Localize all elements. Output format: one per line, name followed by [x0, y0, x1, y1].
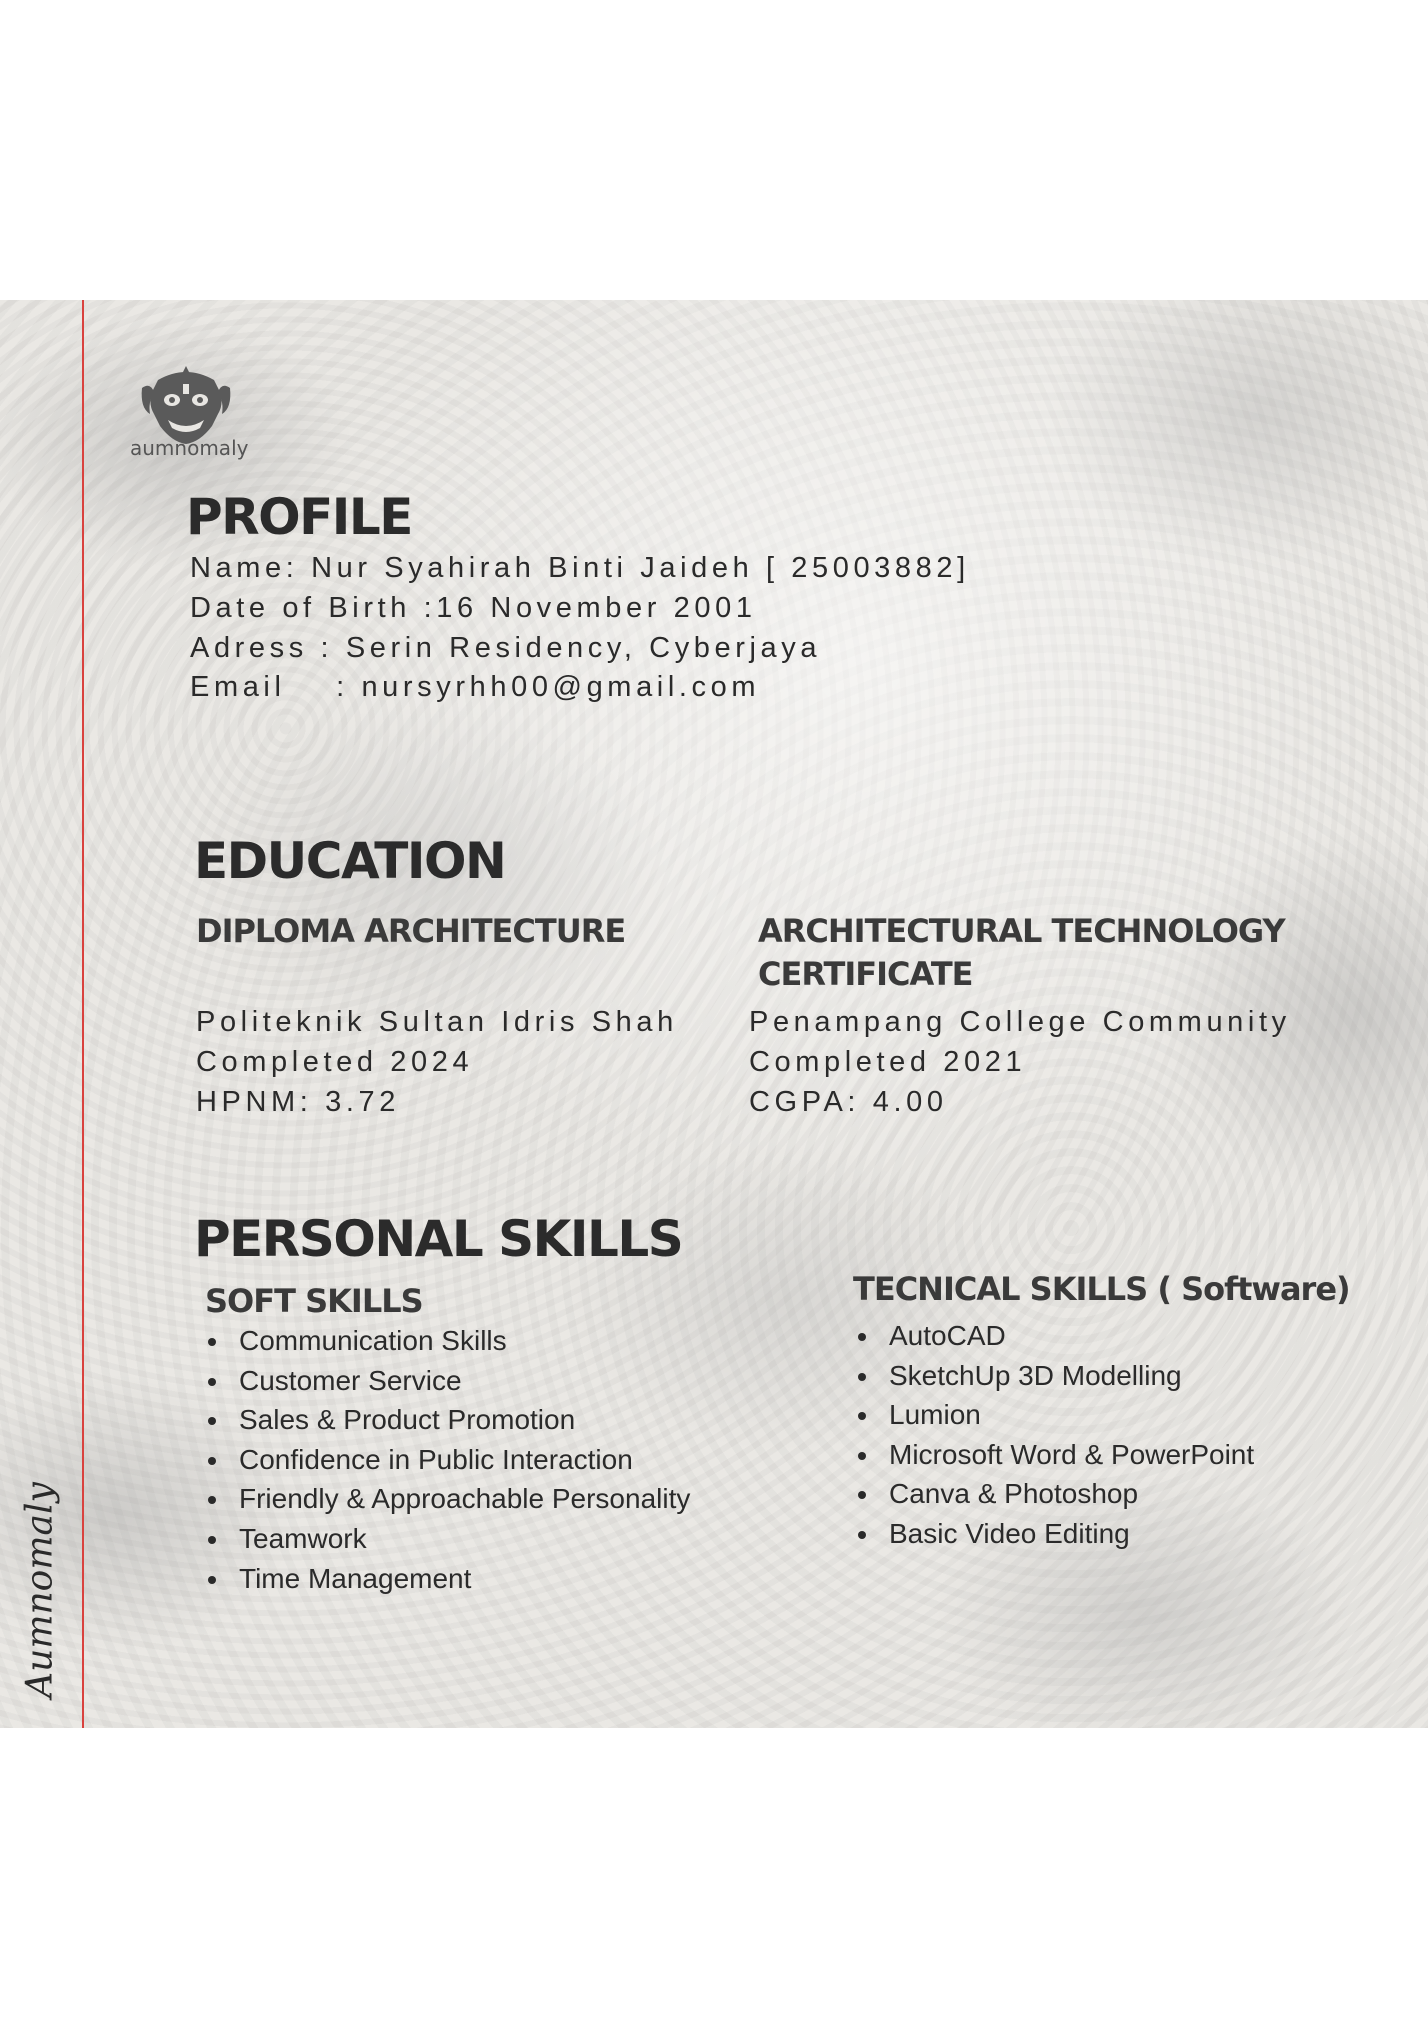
education-diploma-year: Completed 2024 — [196, 1046, 474, 1078]
education-certificate-heading-2: CERTIFICATE — [758, 955, 973, 993]
education-diploma-school: Politeknik Sultan Idris Shah — [196, 1006, 678, 1038]
profile-title: PROFILE — [186, 488, 412, 546]
margin-line — [82, 300, 84, 1728]
logo-wordmark: aumnomaly — [130, 436, 249, 460]
list-item: Sales & Product Promotion — [206, 1400, 690, 1440]
list-item: Microsoft Word & PowerPoint — [856, 1435, 1254, 1475]
list-item: Basic Video Editing — [856, 1514, 1254, 1554]
education-diploma-heading: DIPLOMA ARCHITECTURE — [196, 912, 626, 950]
list-item: Canva & Photoshop — [856, 1474, 1254, 1514]
skills-title: PERSONAL SKILLS — [194, 1210, 683, 1268]
soft-skills-heading: SOFT SKILLS — [205, 1282, 423, 1320]
profile-name: Name: Nur Syahirah Binti Jaideh [ 25003882] — [190, 552, 970, 584]
vertical-signature: Aumnomaly — [19, 1482, 61, 1698]
profile-dob: Date of Birth :16 November 2001 — [190, 592, 757, 624]
list-item: AutoCAD — [856, 1316, 1254, 1356]
list-item: Friendly & Approachable Personality — [206, 1479, 690, 1519]
education-title: EDUCATION — [194, 832, 506, 890]
list-item: Time Management — [206, 1559, 690, 1599]
list-item: Lumion — [856, 1395, 1254, 1435]
profile-address: Adress : Serin Residency, Cyberjaya — [190, 632, 822, 664]
education-certificate-school: Penampang College Community — [749, 1006, 1291, 1038]
list-item: Confidence in Public Interaction — [206, 1440, 690, 1480]
technical-skills-list — [856, 1316, 1254, 1554]
education-diploma-grade: HPNM: 3.72 — [196, 1086, 400, 1118]
education-certificate-year: Completed 2021 — [749, 1046, 1027, 1078]
list-item: SketchUp 3D Modelling — [856, 1356, 1254, 1396]
education-certificate-grade: CGPA: 4.00 — [749, 1086, 948, 1118]
soft-skills-list — [206, 1321, 690, 1598]
list-item: Teamwork — [206, 1519, 690, 1559]
technical-skills-heading: TECNICAL SKILLS ( Software) — [853, 1270, 1350, 1308]
list-item: Customer Service — [206, 1361, 690, 1401]
education-certificate-heading-1: ARCHITECTURAL TECHNOLOGY — [758, 912, 1285, 950]
list-item: Communication Skills — [206, 1321, 690, 1361]
profile-email: Email : nursyrhh00@gmail.com — [190, 671, 761, 703]
